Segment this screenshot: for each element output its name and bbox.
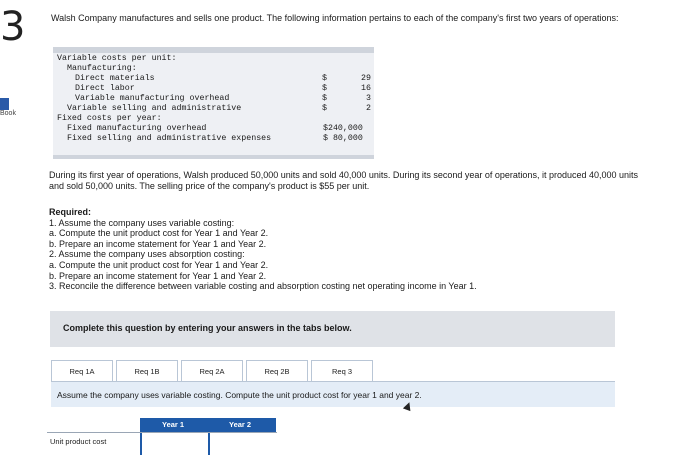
question-number: 3 bbox=[0, 4, 26, 50]
tab-content-text: Assume the company uses variable costing. Compute the unit product cost for year 1 and year 2. bbox=[57, 390, 422, 400]
sidebar-label-book[interactable]: Book bbox=[0, 110, 16, 117]
table-row bbox=[53, 124, 374, 134]
required-item: 3. Reconcile the difference between variable costing and absorption costing net operating income in Year 1. bbox=[49, 281, 477, 292]
book-icon[interactable] bbox=[0, 98, 9, 110]
required-item: 2. Assume the company uses absorption costing: bbox=[49, 249, 245, 260]
table-row bbox=[53, 104, 374, 114]
dollar-sign: $ bbox=[322, 84, 327, 93]
row-label: Variable manufacturing overhead bbox=[75, 94, 230, 103]
required-item: 1. Assume the company uses variable costing: bbox=[49, 217, 235, 228]
dollar-sign: $ bbox=[322, 94, 327, 103]
tab-req-1b[interactable]: Req 1B bbox=[116, 360, 178, 382]
intro-text: Walsh Company manufactures and sells one product. The following information pertains to each of the company's first two years of operations: bbox=[51, 13, 619, 23]
tab-content-header bbox=[51, 381, 615, 407]
row-label: Fixed manufacturing overhead bbox=[67, 124, 207, 133]
table-row bbox=[53, 134, 374, 144]
required-title: Required: bbox=[49, 207, 92, 217]
row-value: $240,000 bbox=[323, 124, 363, 133]
row-label: Variable selling and administrative bbox=[67, 104, 242, 113]
row-label: Variable costs per unit: bbox=[57, 54, 177, 63]
tab-req-3[interactable]: Req 3 bbox=[311, 360, 373, 382]
row-label: Fixed selling and administrative expenses bbox=[67, 134, 272, 143]
tab-req-2b[interactable]: Req 2B bbox=[246, 360, 308, 382]
year-2-input[interactable] bbox=[210, 433, 274, 453]
required-item: a. Compute the unit product cost for Year 1 and Year 2. bbox=[49, 259, 269, 270]
table-row bbox=[53, 74, 374, 84]
table-row bbox=[53, 114, 374, 124]
table-row bbox=[53, 84, 374, 94]
row-label: Direct materials bbox=[75, 74, 155, 83]
dollar-sign: $ bbox=[322, 104, 327, 113]
cursor-icon bbox=[403, 401, 413, 411]
row-value: 2 bbox=[366, 104, 371, 113]
required-item: a. Compute the unit product cost for Year 1 and Year 2. bbox=[49, 228, 269, 239]
row-value: 29 bbox=[361, 74, 371, 83]
header-year-1: Year 1 bbox=[162, 420, 185, 429]
row-label: Direct labor bbox=[75, 84, 135, 93]
year-1-cell bbox=[140, 433, 206, 455]
row-label: Unit product cost bbox=[50, 437, 107, 446]
required-item: b. Prepare an income statement for Year 1 and Year 2. bbox=[49, 270, 267, 281]
row-value: 16 bbox=[361, 84, 371, 93]
row-value: $ 80,000 bbox=[323, 134, 363, 143]
instruction-banner bbox=[50, 311, 615, 347]
required-item: b. Prepare an income statement for Year 1 and Year 2. bbox=[49, 238, 267, 249]
tab-req-1a[interactable]: Req 1A bbox=[51, 360, 113, 382]
table-row bbox=[53, 94, 374, 104]
table-row bbox=[53, 64, 374, 74]
row-label: Manufacturing: bbox=[67, 64, 137, 73]
row-label: Fixed costs per year: bbox=[57, 114, 162, 123]
year-1-input[interactable] bbox=[142, 433, 206, 453]
tab-req-2a[interactable]: Req 2A bbox=[181, 360, 243, 382]
dollar-sign: $ bbox=[322, 74, 327, 83]
header-year-2: Year 2 bbox=[229, 420, 252, 429]
required-section bbox=[49, 207, 669, 292]
answer-row-unit-product-cost bbox=[47, 432, 277, 455]
cost-table bbox=[53, 47, 374, 159]
scenario-paragraph: During its first year of operations, Walsh produced 50,000 units and sold 40,000 units. During its second year of operations, it produced 40,000 units and sold 50,000 units. The selling price of the company's product is $55 per unit. bbox=[49, 170, 639, 191]
answer-table-header bbox=[140, 418, 276, 432]
year-2-cell bbox=[208, 433, 274, 455]
table-row bbox=[53, 54, 374, 64]
row-value: 3 bbox=[366, 94, 371, 103]
instruction-text: Complete this question by entering your answers in the tabs below. bbox=[63, 323, 352, 333]
